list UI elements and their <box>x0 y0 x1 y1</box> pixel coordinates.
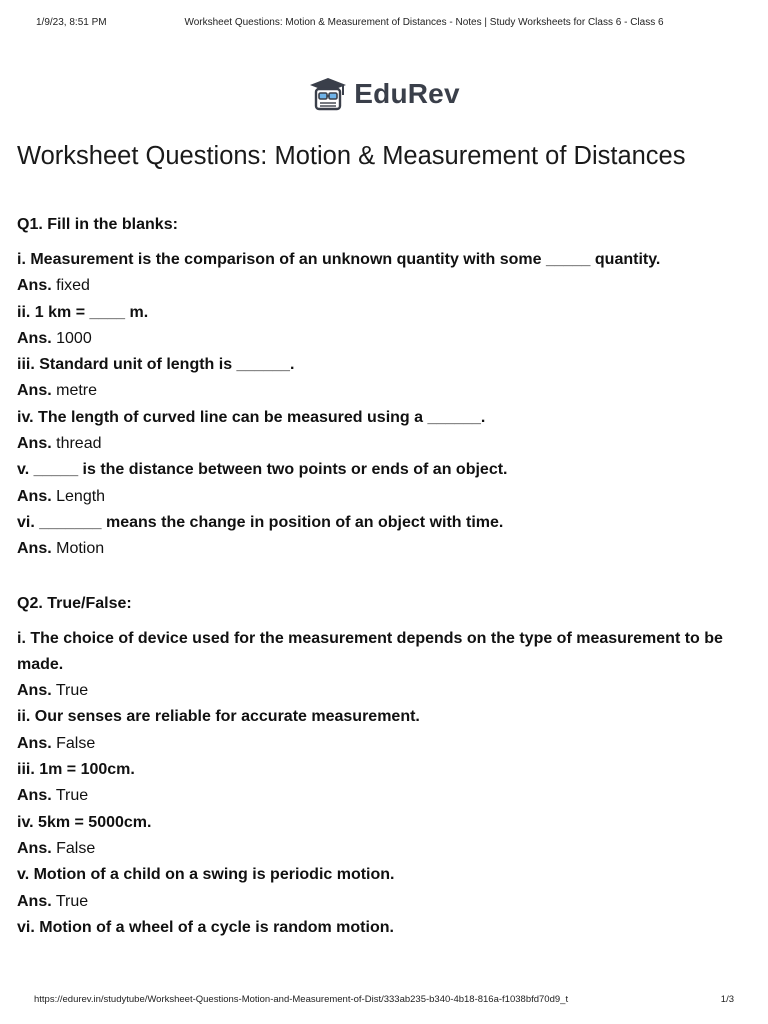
answer-label: Ans. <box>17 382 52 400</box>
answer-value: 1000 <box>56 329 92 347</box>
q2-section <box>17 591 757 942</box>
q1-question-1: i. Measurement is the comparison of an unknown quantity with some _____ quantity. <box>17 251 661 268</box>
answer-label: Ans. <box>17 787 52 805</box>
answer-value: Motion <box>56 540 105 558</box>
answer-value: False <box>56 734 96 752</box>
q2-question-5: v. Motion of a child on a swing is periodic motion. <box>17 866 395 884</box>
worksheet-content <box>17 212 757 941</box>
q1-answer-6 <box>17 536 757 562</box>
answer-label: Ans. <box>17 540 52 558</box>
q1-question-5: v. _____ is the distance between two points or ends of an object. <box>17 461 508 479</box>
answer-value: fixed <box>56 277 90 295</box>
print-header <box>0 17 768 31</box>
q2-heading: Q2. True/False: <box>17 594 132 612</box>
q2-answer-3 <box>17 783 757 809</box>
answer-label: Ans. <box>17 892 52 910</box>
answer-value: True <box>55 787 89 805</box>
q1-section <box>17 212 757 563</box>
q1-answer-5 <box>17 484 757 510</box>
q2-answer-4 <box>17 836 757 862</box>
answer-label: Ans. <box>17 277 52 295</box>
answer-label: Ans. <box>17 435 52 453</box>
q2-question-2: ii. Our senses are reliable for accurate measurement. <box>17 708 420 726</box>
q1-answer-2 <box>17 326 757 352</box>
q2-question-6: vi. Motion of a wheel of a cycle is random motion. <box>17 918 394 936</box>
q2-question-4: iv. 5km = 5000cm. <box>17 813 152 831</box>
answer-value: metre <box>56 382 98 400</box>
graduate-cap-icon <box>308 76 348 112</box>
page-number: 1/3 <box>720 994 734 1005</box>
edurev-logo <box>0 72 768 116</box>
brand-name: EduRev <box>354 78 460 109</box>
q1-answer-1 <box>17 273 757 299</box>
print-footer <box>0 994 768 1008</box>
print-title: Worksheet Questions: Motion & Measurement of Distances - Notes | Study Worksheets for Class 6 - Class 6 <box>184 17 664 28</box>
answer-label: Ans. <box>17 682 52 700</box>
q1-question-2: ii. 1 km = ____ m. <box>17 303 149 321</box>
answer-label: Ans. <box>17 329 52 347</box>
q2-answer-2 <box>17 731 757 757</box>
answer-label: Ans. <box>17 487 52 505</box>
answer-value: False <box>56 839 96 857</box>
answer-value: True <box>55 682 89 700</box>
page-url: https://edurev.in/studytube/Worksheet-Questions-Motion-and-Measurement-of-Dist/333ab235-b340-4b18-816a-f1038bfd70d9_t <box>34 994 569 1005</box>
q1-question-3: iii. Standard unit of length is ______. <box>17 356 295 374</box>
answer-value: Length <box>56 487 106 505</box>
q2-answer-5 <box>17 889 757 915</box>
section-spacer <box>17 563 757 591</box>
answer-value: True <box>55 892 89 910</box>
q1-question-6: vi. _______ means the change in position of an object with time. <box>17 513 504 531</box>
answer-label: Ans. <box>17 839 52 857</box>
page-title: Worksheet Questions: Motion & Measurement of Distances <box>17 142 686 170</box>
q2-answer-1 <box>17 678 757 704</box>
answer-label: Ans. <box>17 734 52 752</box>
q1-heading: Q1. Fill in the blanks: <box>17 216 178 233</box>
q2-question-1: i. The choice of device used for the measurement depends on the type of measurement to be made. <box>17 629 723 673</box>
print-datetime: 1/9/23, 8:51 PM <box>36 17 107 28</box>
q1-answer-3 <box>17 378 757 404</box>
answer-value: thread <box>56 435 102 453</box>
q2-question-3: iii. 1m = 100cm. <box>17 761 135 779</box>
q1-answer-4 <box>17 431 757 457</box>
q1-question-4: iv. The length of curved line can be measured using a ______. <box>17 408 486 426</box>
